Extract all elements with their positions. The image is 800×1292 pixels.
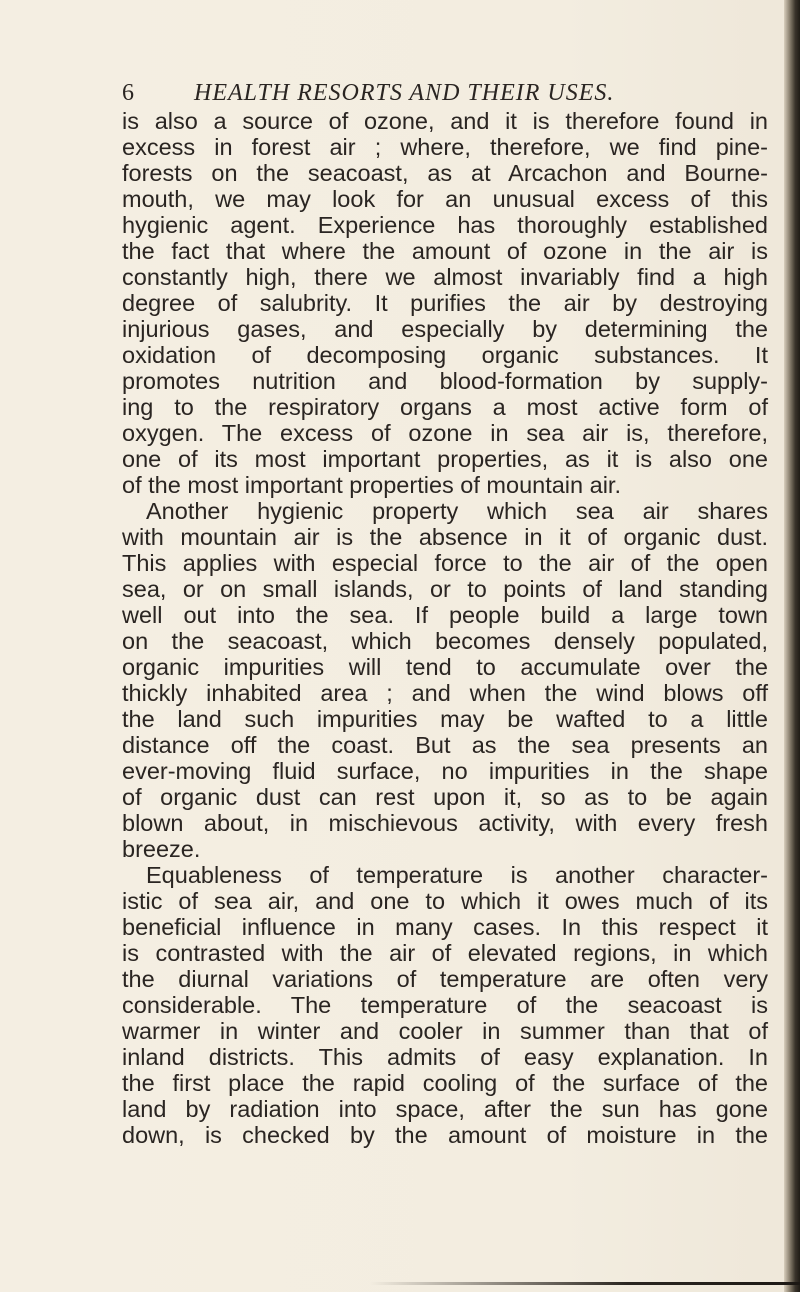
body-text [122,108,768,1148]
text-line: down, is checked by the amount of moisture in the [122,1122,768,1148]
text-line: mouth, we may look for an unusual excess of this [122,186,768,212]
text-line: blown about, in mischievous activity, with every fresh [122,810,768,836]
text-line: considerable. The temperature of the seacoast is [122,992,768,1018]
text-line: ing to the respiratory organs a most active form of [122,394,768,420]
text-line: well out into the sea. If people build a large town [122,602,768,628]
page-edge-rule [370,1282,800,1285]
text-line: injurious gases, and especially by determining the [122,316,768,342]
text-line: distance off the coast. But as the sea presents an [122,732,768,758]
text-line: on the seacoast, which becomes densely populated, [122,628,768,654]
text-line: the land such impurities may be wafted to a little [122,706,768,732]
text-line: oxidation of decomposing organic substances. It [122,342,768,368]
text-line: breeze. [122,836,201,862]
text-line: is contrasted with the air of elevated regions, in which [122,940,768,966]
text-line: one of its most important properties, as it is also one [122,446,768,472]
text-line: warmer in winter and cooler in summer than that of [122,1018,768,1044]
text-line: the fact that where the amount of ozone in the air is [122,238,768,264]
text-line: the first place the rapid cooling of the surface of the [122,1070,768,1096]
text-line: Equableness of temperature is another character- [146,862,768,888]
text-line: constantly high, there we almost invariably find a high [122,264,768,290]
text-line: Another hygienic property which sea air shares [146,498,768,524]
text-line: hygienic agent. Experience has thoroughly established [122,212,768,238]
text-line: of organic dust can rest upon it, so as to be again [122,784,768,810]
running-title: HEALTH RESORTS AND THEIR USES. [194,80,615,106]
text-line: of the most important properties of mountain air. [122,472,621,498]
text-line: oxygen. The excess of ozone in sea air is, therefore, [122,420,768,446]
text-line: promotes nutrition and blood-formation by supply- [122,368,768,394]
page-number: 6 [122,80,135,106]
text-line: with mountain air is the absence in it of organic dust. [122,524,768,550]
text-line: inland districts. This admits of easy explanation. In [122,1044,768,1070]
text-line: This applies with especial force to the air of the open [122,550,768,576]
text-line: the diurnal variations of temperature are often very [122,966,768,992]
text-line: excess in forest air ; where, therefore, we find pine- [122,134,768,160]
text-line: forests on the seacoast, as at Arcachon and Bourne- [122,160,768,186]
text-line: beneficial influence in many cases. In this respect it [122,914,768,940]
text-line: thickly inhabited area ; and when the wind blows off [122,680,768,706]
book-gutter-shadow [784,0,800,1292]
text-line: istic of sea air, and one to which it owes much of its [122,888,768,914]
text-line: sea, or on small islands, or to points of land standing [122,576,768,602]
text-line: organic impurities will tend to accumulate over the [122,654,768,680]
text-line: land by radiation into space, after the sun has gone [122,1096,768,1122]
text-line: degree of salubrity. It purifies the air by destroying [122,290,768,316]
text-line: is also a source of ozone, and it is therefore found in [122,108,768,134]
text-line: ever-moving fluid surface, no impurities in the shape [122,758,768,784]
